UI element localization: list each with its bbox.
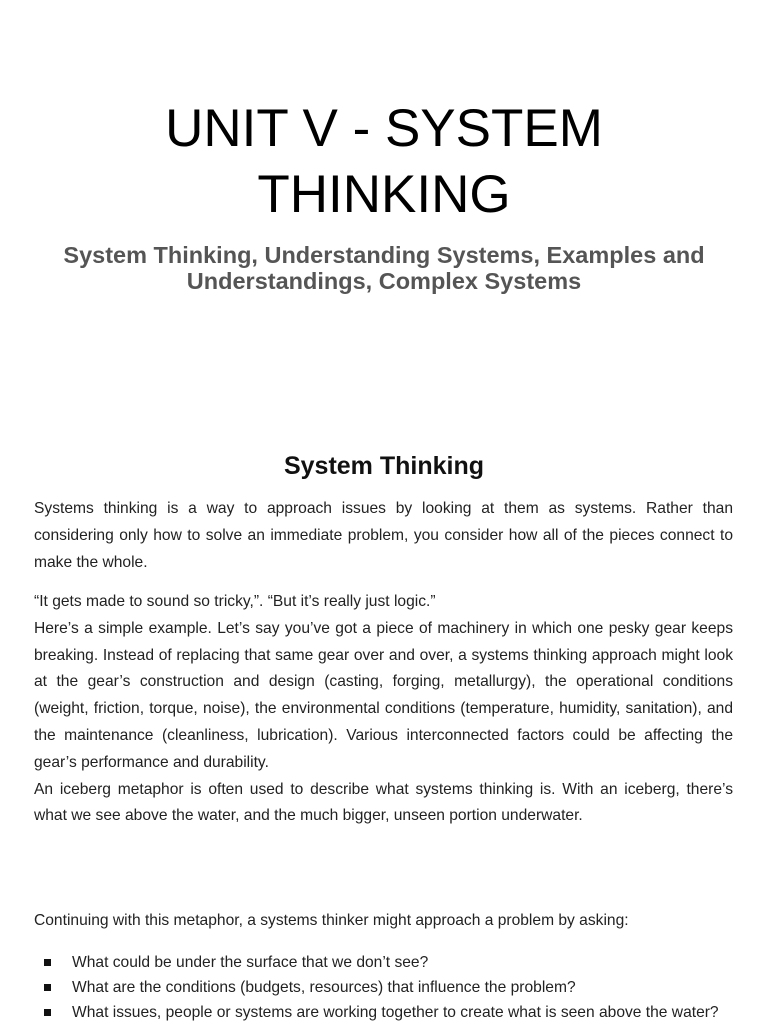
paragraph-text: Systems thinking is a way to approach issues by looking at them as systems. Rather than considering only how to solve an immediate problem, you consider how all of the pieces connect to make the whole.: [34, 500, 733, 571]
list-item: [34, 950, 744, 975]
document-subtitle: System Thinking, Understanding Systems, Examples and Understandings, Complex Systems: [63, 242, 705, 294]
quote-paragraph: “It gets made to sound so tricky,”. “But it’s really just logic.”: [34, 593, 436, 610]
section-heading: System Thinking: [283, 452, 485, 480]
document-title: UNIT V - SYSTEM THINKING: [165, 99, 603, 224]
list-item-text: What could be under the surface that we don’t see?: [72, 954, 429, 971]
square-bullet-icon: [44, 984, 51, 991]
square-bullet-icon: [44, 959, 51, 966]
square-bullet-icon: [44, 1009, 51, 1016]
paragraph-group-example: [34, 589, 733, 830]
paragraph-metaphor-intro: [34, 908, 733, 935]
list-item-text: What issues, people or systems are working together to create what is seen above the water?: [72, 1004, 719, 1021]
paragraph-definition: [34, 496, 733, 576]
example-paragraph: Here’s a simple example. Let’s say you’ve got a piece of machinery in which one pesky gear keeps breaking. Instead of replacing that same gear over and over, a systems thinking approach might look at the gear’s construction and design (casting, forging, metallurgy), the operational conditions (weight, friction, torque, noise), the environmental conditions (temperature, humidity, sanitation), and the maintenance (cleanliness, lubrication). Various interconnected factors could be affecting the gear’s performance and durability.: [34, 619, 733, 771]
paragraph-text: Continuing with this metaphor, a systems thinker might approach a problem by asking:: [34, 912, 629, 929]
question-list: [34, 950, 744, 1025]
list-item-text: What are the conditions (budgets, resources) that influence the problem?: [72, 979, 576, 996]
iceberg-paragraph: An iceberg metaphor is often used to describe what systems thinking is. With an iceberg, there’s what we see above the water, and the much bigger, unseen portion underwater.: [34, 780, 733, 825]
list-item: [34, 1000, 744, 1025]
list-item: [34, 975, 744, 1000]
